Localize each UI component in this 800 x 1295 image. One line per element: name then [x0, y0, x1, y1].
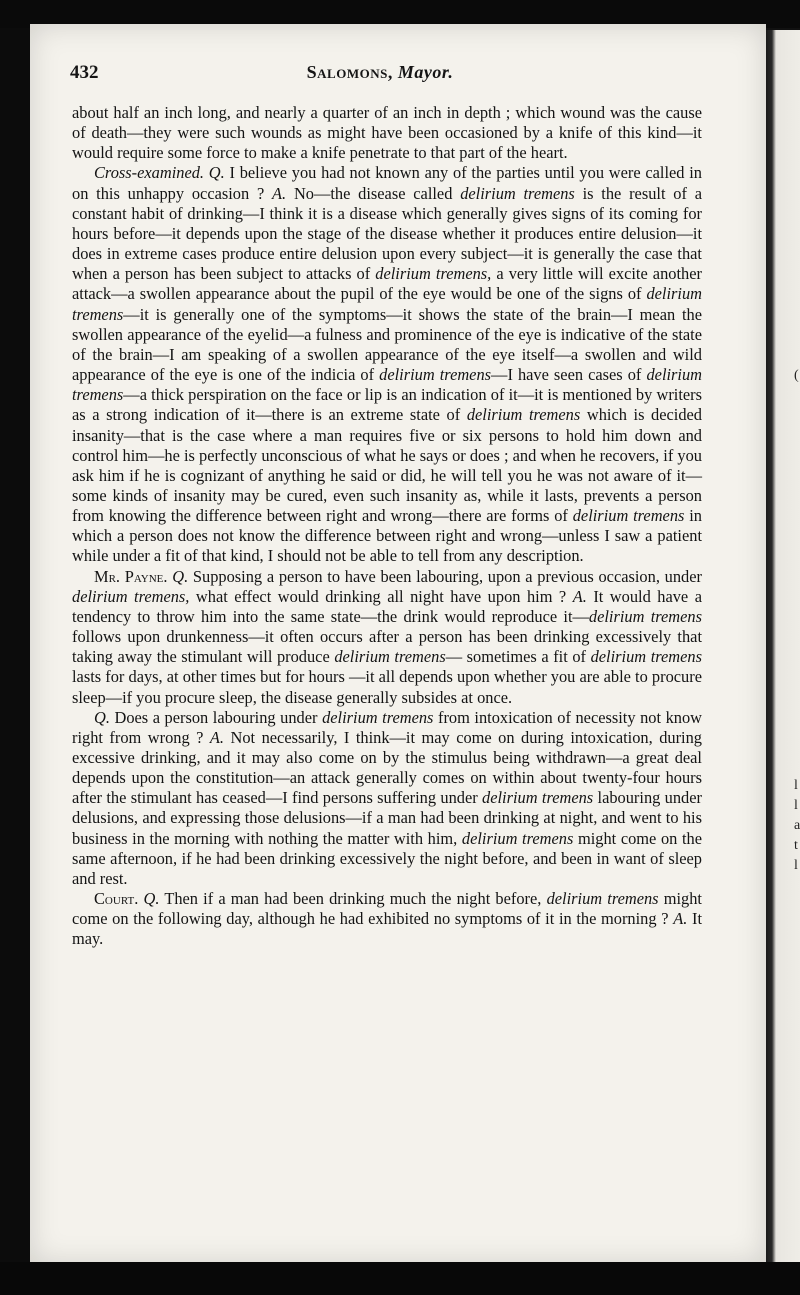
text-run: might come on the same afternoon, if he had been drinking excessively the night before, and been in want of sleep and rest.	[72, 828, 702, 888]
text-run: —a thick perspiration on the face or lip is an indication of it—it is mentioned by writers as a strong indication of it—there is an extreme state of	[72, 385, 702, 425]
answer-marker: A.	[209, 727, 225, 747]
italic-term: delirium tremens	[482, 788, 594, 808]
running-title-name: Salomons,	[306, 62, 393, 82]
body-text	[72, 103, 702, 950]
text-run: which is decided insanity—that is the case where a man requires five or six persons to hold him down and control him—he is perfectly unconscious of what he says or does ; and when he recovers, if you ask him if he is cognizant of anything he said or did, he will tell you he was not aware of it—some kinds of insanity may be cured, even such insanity as, while it lasts, prevents a person from knowing the difference between right and wrong—there are forms of	[72, 405, 703, 526]
text-run: in which a person does not know the difference between right and wrong—unless I saw a patient while under a fit of that kind, I should not be able to tell from any description.	[72, 506, 702, 566]
facing-page-glyph: t	[794, 838, 798, 853]
text-run: about half an inch long, and nearly a quarter of an inch in depth ; which wound was the cause of death—they were such wounds as might have been occasioned by a knife of this kind—it would require some force to make a knife penetrate to that part of the heart.	[72, 103, 702, 163]
italic-term: delirium tremens	[572, 506, 685, 526]
text-run: It may.	[72, 909, 702, 949]
italic-term: delirium tremens	[334, 647, 446, 667]
italic-term: delirium tremens	[466, 405, 581, 425]
text-run: what effect would drinking all night have upon him ?	[195, 586, 567, 606]
paragraph-cross-examination	[72, 163, 702, 566]
facing-page-glyph: l	[794, 858, 798, 873]
facing-page-glyph: l	[794, 778, 798, 793]
text-run: lasts for days, at other times but for hours —it all depends upon whether you are able to procure sleep—if you procure sleep, the disease generally subsides at once.	[72, 667, 702, 707]
text-run: —it is generally one of the symptoms—it shows the state of the brain—I mean the swollen appearance of the eyelid—a fulness and prominence of the eye is indicative of the state of the brain—I am speaking of a swollen appearance of the eye itself—a swollen and wild appearance of the eye is one of the indicia of	[72, 304, 702, 385]
question-marker: Q.	[208, 163, 225, 183]
facing-page-glyph: a	[794, 818, 800, 833]
italic-term: delirium tremens	[72, 365, 703, 405]
facing-page-glyph: (	[794, 368, 799, 383]
text-run: from intoxication of necessity not know right from wrong ?	[72, 707, 703, 747]
italic-term: delirium tremens,	[72, 586, 190, 606]
italic-term: delirium tremens	[461, 828, 574, 848]
facing-page-glyph: l	[794, 798, 798, 813]
italic-term: delirium tremens	[72, 284, 702, 324]
speaker-label: Court.	[94, 889, 139, 909]
text-run: is the result of a constant habit of drinking—I think it is a disease which generally gives signs of its coming for hours before—it depends upon the stage of the disease whether it produces entire delusion—it does in extreme cases produce entire delusion upon every subject—it is generally the case that when a person has been subject to attacks of	[72, 183, 702, 284]
scan-border-left	[0, 0, 30, 1295]
text-run: labouring under delusions, and expressing those delusions—if a man had been drinking at night, and went to his business in the morning with nothing the matter with him,	[72, 788, 702, 848]
text-run: — sometimes a fit of	[445, 647, 586, 667]
text-run: a very little will excite another attack—a swollen appearance about the pupil of the eye would be one of the signs of	[72, 264, 702, 304]
italic-term: delirium tremens	[379, 365, 492, 385]
question-marker: Q.	[94, 707, 110, 727]
running-head	[70, 62, 690, 90]
running-title	[70, 62, 690, 83]
question-marker: Q.	[143, 889, 160, 909]
text-run: Supposing a person to have been labouring, upon a previous occasion, under	[192, 566, 702, 586]
text-run: follows upon drunkenness—it often occurs after a person has been drinking excessively that taking away the stimulant will produce	[72, 627, 702, 667]
italic-term: delirium tremens	[460, 183, 575, 203]
running-title-role: Mayor.	[397, 62, 454, 82]
facing-page-edge	[766, 30, 800, 1262]
text-run: It would have a tendency to throw him into the same state—the drink would reproduce it—	[72, 586, 702, 626]
text-run: No—the disease called	[293, 183, 453, 203]
italic-term: delirium tremens	[546, 889, 659, 909]
page-number: 432	[70, 62, 99, 83]
answer-marker: A.	[673, 909, 688, 929]
speaker-label: Mr. Payne.	[94, 566, 168, 586]
text-run: Then if a man had been drinking much the night before,	[164, 889, 542, 909]
text-run: —I have seen cases of	[491, 365, 642, 385]
italic-term: delirium tremens,	[375, 264, 492, 284]
text-run: I believe you had not known any of the parties until you were called in on this unhappy occasion ?	[72, 163, 703, 203]
scan-border-bottom	[0, 1262, 800, 1295]
answer-marker: A.	[272, 183, 287, 203]
text-run: Does a person labouring under	[114, 707, 318, 727]
italic-term: delirium tremens	[588, 606, 702, 626]
text-run: might come on the following day, although he had exhibited no symptoms of it in the morning ?	[72, 889, 702, 929]
text-run: Not necessarily, I think—it may come on during intoxication, during excessive drinking, and it may also come on by the stimulus being withdrawn—a great deal depends upon the constitution—an attack generally comes on within about twenty-four hours after the stimulant has ceased—I find persons suffering under	[72, 727, 702, 808]
paragraph-testimony-continued	[72, 103, 702, 163]
answer-marker: A.	[572, 586, 587, 606]
paragraph-court	[72, 889, 702, 949]
italic-term: delirium tremens	[590, 647, 702, 667]
question-marker: Q.	[172, 566, 189, 586]
paragraph-question-intoxication	[72, 708, 702, 889]
section-label: Cross-examined.	[94, 163, 205, 183]
italic-term: delirium tremens	[322, 707, 434, 727]
paragraph-mr-payne	[72, 567, 702, 708]
